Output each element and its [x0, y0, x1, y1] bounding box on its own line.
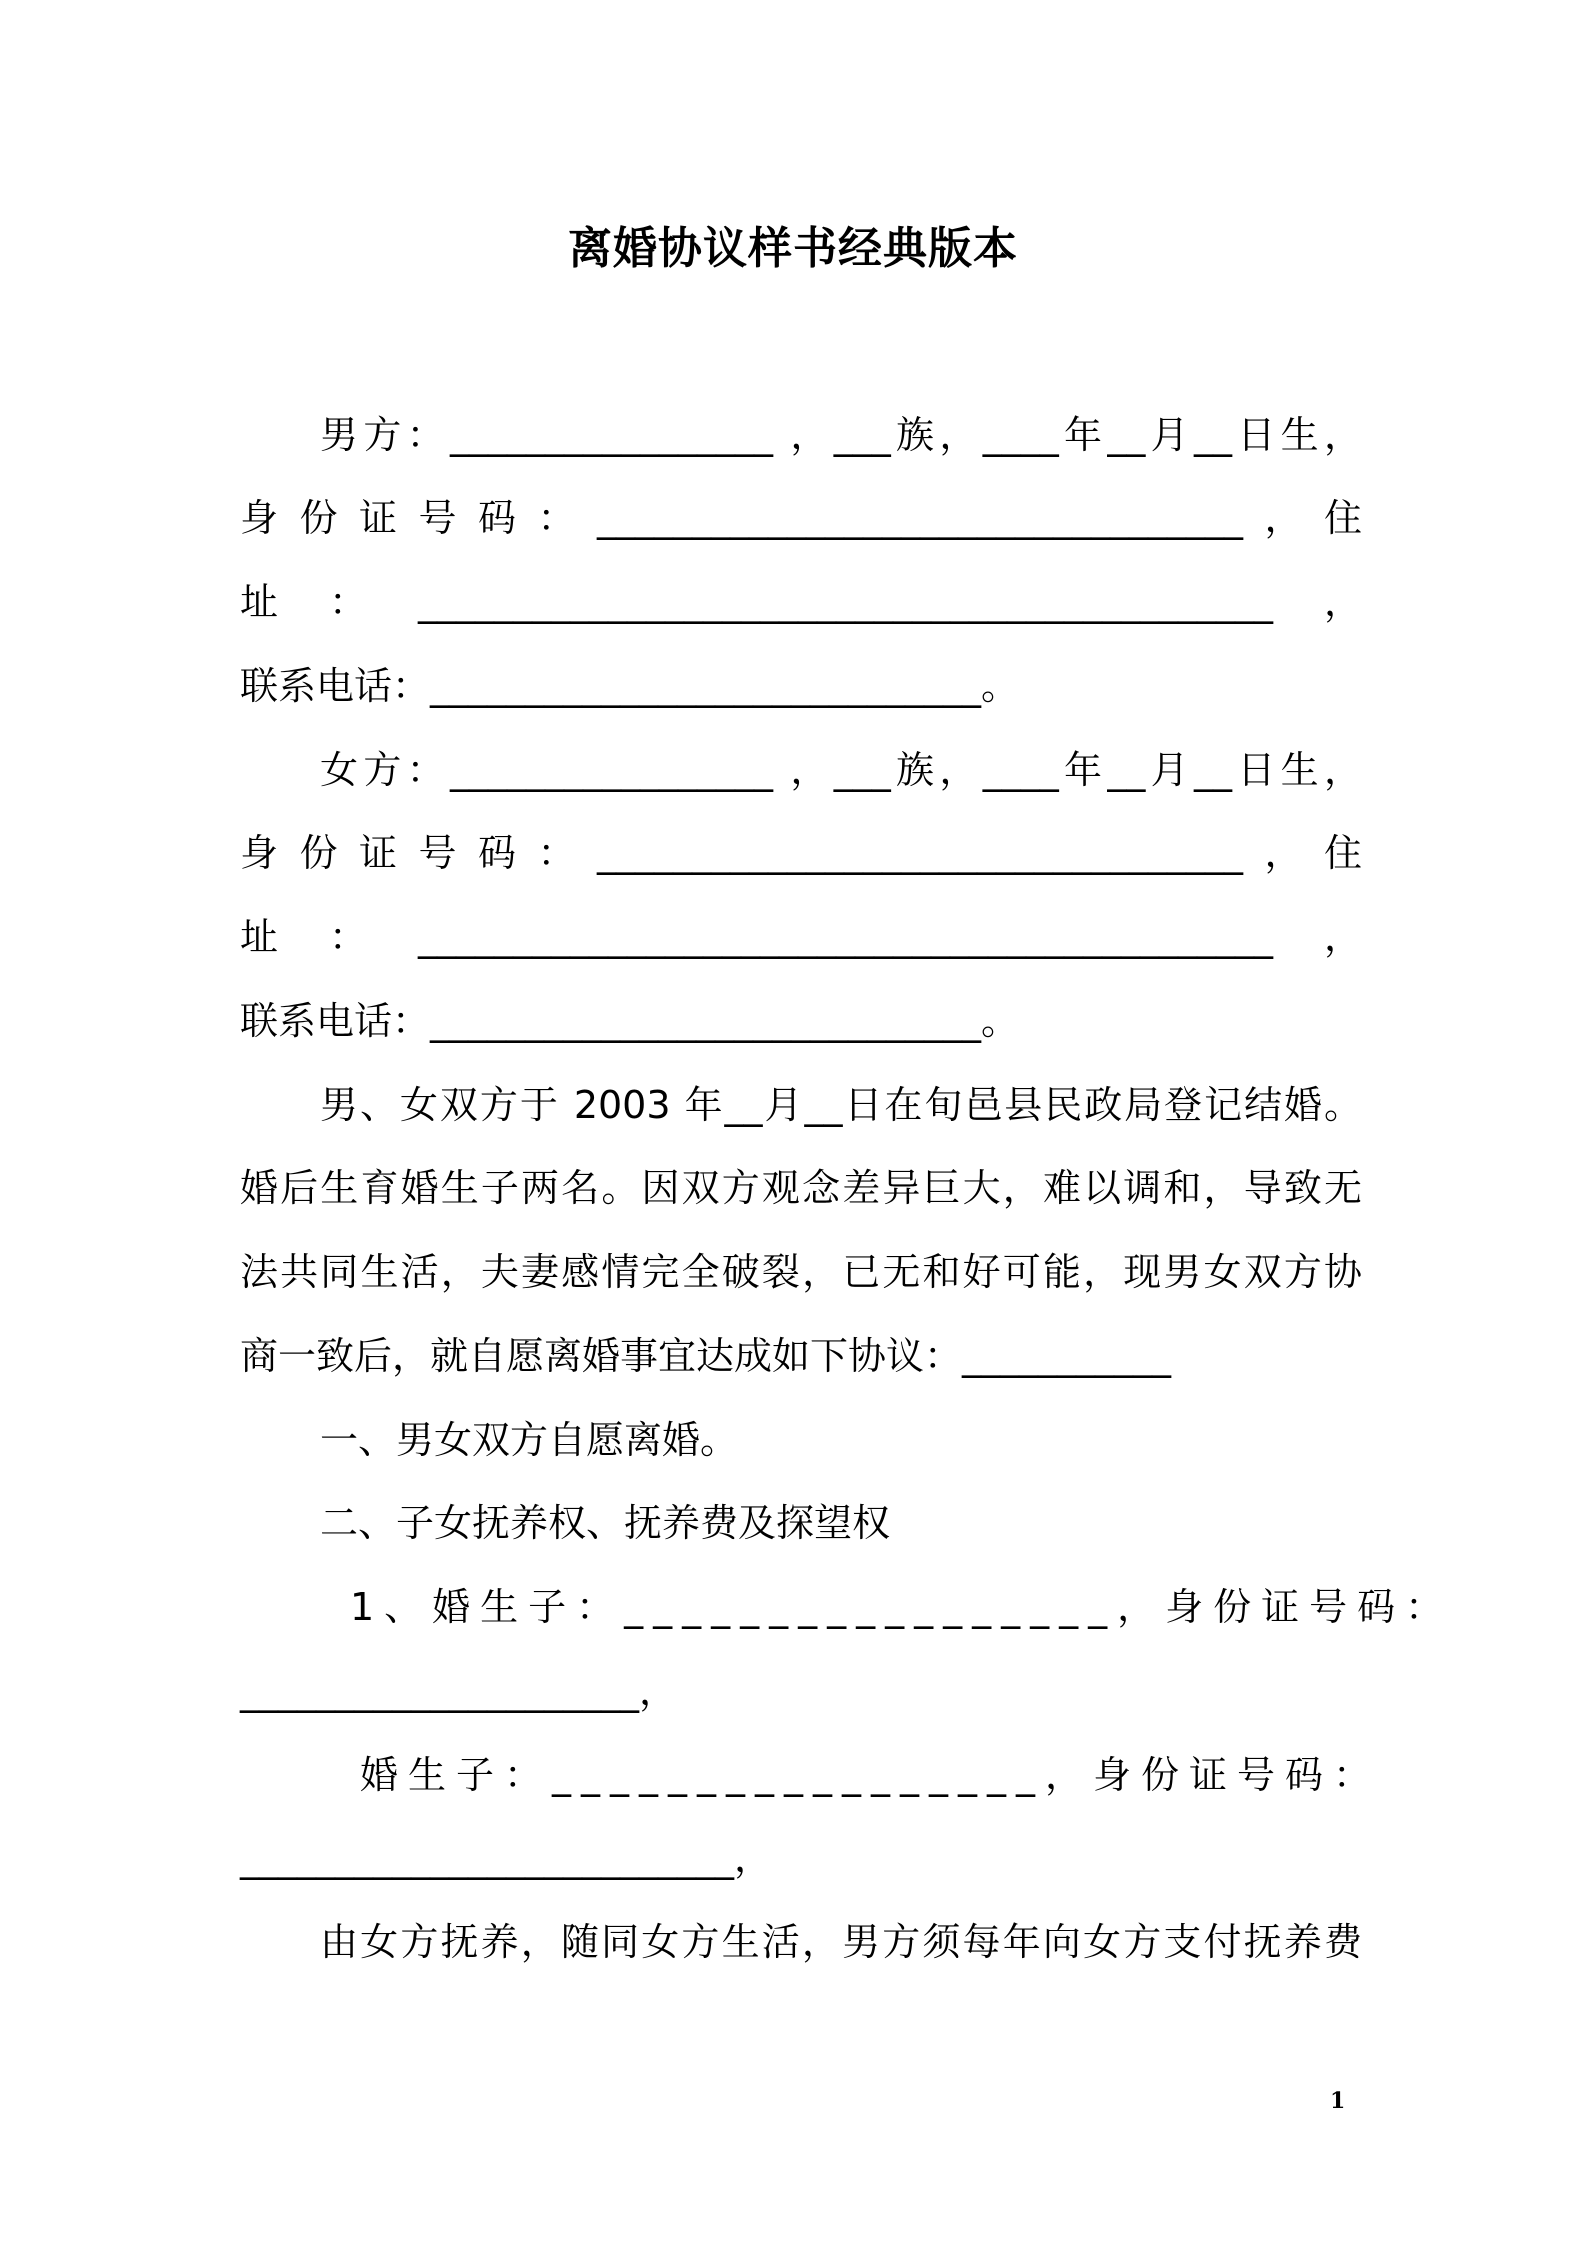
paragraph-line: 男、女双方于 2003 年__月__日在旬邑县民政局登记结婚。 [320, 1083, 1362, 1127]
male-address-line: 址：_____________________________________________， [240, 580, 1362, 624]
paragraph-line: 商一致后，就自愿离婚事宜达成如下协议：___________ [240, 1334, 1172, 1378]
female-phone-line: 联系电话：_____________________________。 [240, 999, 1020, 1043]
male-phone-line: 联系电话：_____________________________。 [240, 664, 1020, 708]
child-one-id-line: _____________________， [240, 1669, 678, 1713]
child-two-line: 婚生子：_________________，身份证号码： [360, 1753, 1382, 1797]
document-title: 离婚协议样书经典版本 [568, 223, 1018, 274]
paragraph-line: 法共同生活，夫妻感情完全破裂，已无和好可能，现男女双方协 [240, 1250, 1362, 1294]
female-address-line: 址：_____________________________________________， [240, 915, 1362, 959]
clause-two-heading: 二、子女抚养权、抚养费及探望权 [320, 1501, 891, 1545]
child-one-line: 1、婚生子：_________________，身份证号码： [350, 1585, 1454, 1629]
male-party-line: 男方：_________________ ，___族，____年__月__日生， [320, 413, 1362, 457]
female-id-line: 身份证号码：__________________________________，住 [240, 831, 1362, 875]
paragraph-line: 婚后生育婚生子两名。因双方观念差异巨大，难以调和，导致无 [240, 1166, 1362, 1210]
page-number: 1 [1330, 2088, 1346, 2114]
clause-one: 一、男女双方自愿离婚。 [320, 1418, 739, 1462]
female-party-line: 女方：_________________ ，___族，____年__月__日生， [320, 748, 1362, 792]
male-id-line: 身份证号码：__________________________________，住 [240, 496, 1362, 540]
custody-line: 由女方抚养，随同女方生活，男方须每年向女方支付抚养费 [320, 1920, 1362, 1964]
child-two-id-line: __________________________， [240, 1836, 773, 1880]
